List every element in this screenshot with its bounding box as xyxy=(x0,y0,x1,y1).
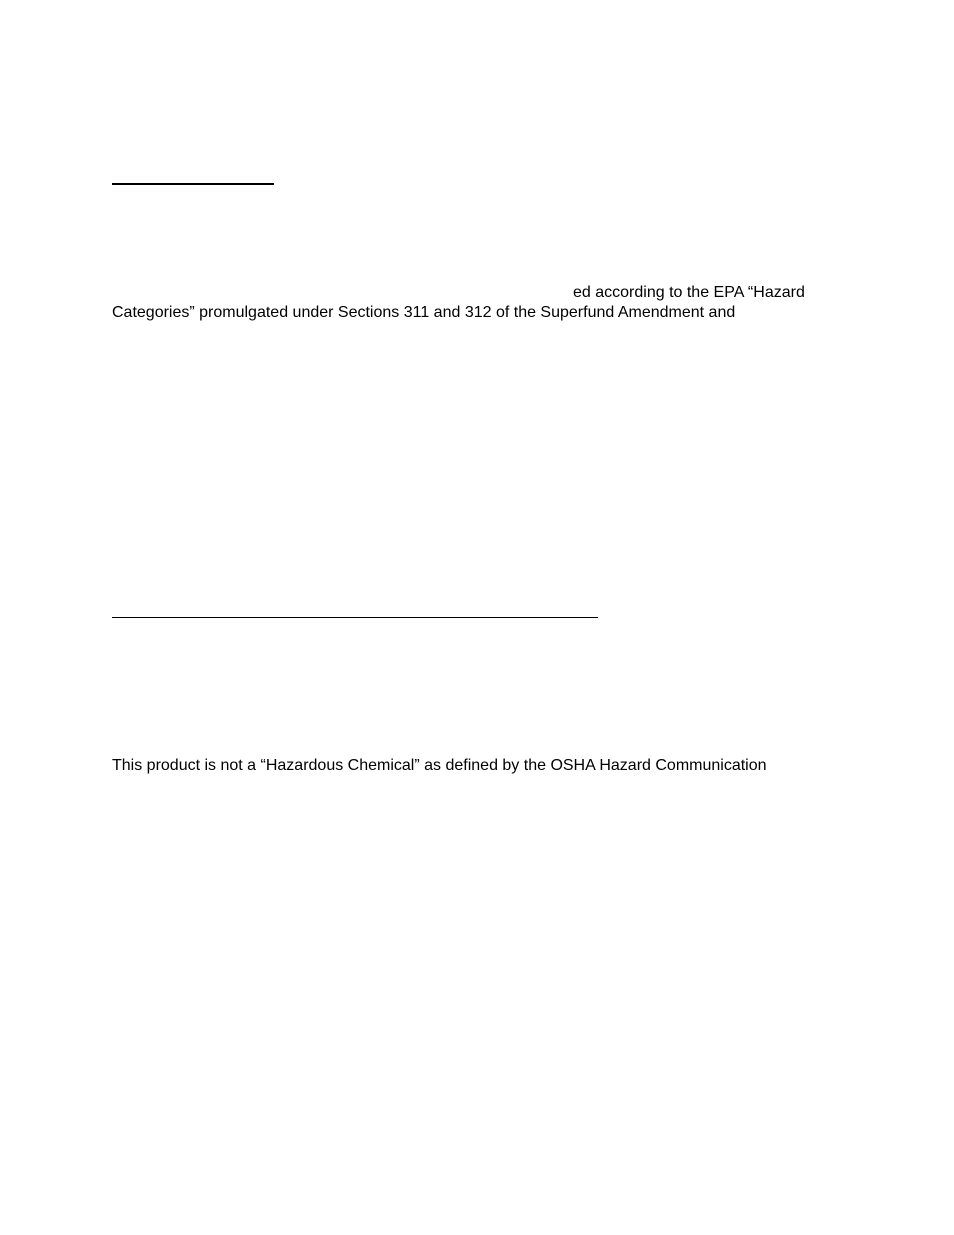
heading-underline xyxy=(112,183,274,185)
epa-paragraph-line-1: ed according to the EPA “Hazard xyxy=(573,284,805,301)
epa-paragraph-line-2: Categories” promulgated under Sections 311 and 312 of the Superfund Amendment and xyxy=(112,304,736,321)
osha-paragraph-line-1: This product is not a “Hazardous Chemical” as defined by the OSHA Hazard Communication xyxy=(112,757,767,774)
section-underline xyxy=(112,617,598,618)
